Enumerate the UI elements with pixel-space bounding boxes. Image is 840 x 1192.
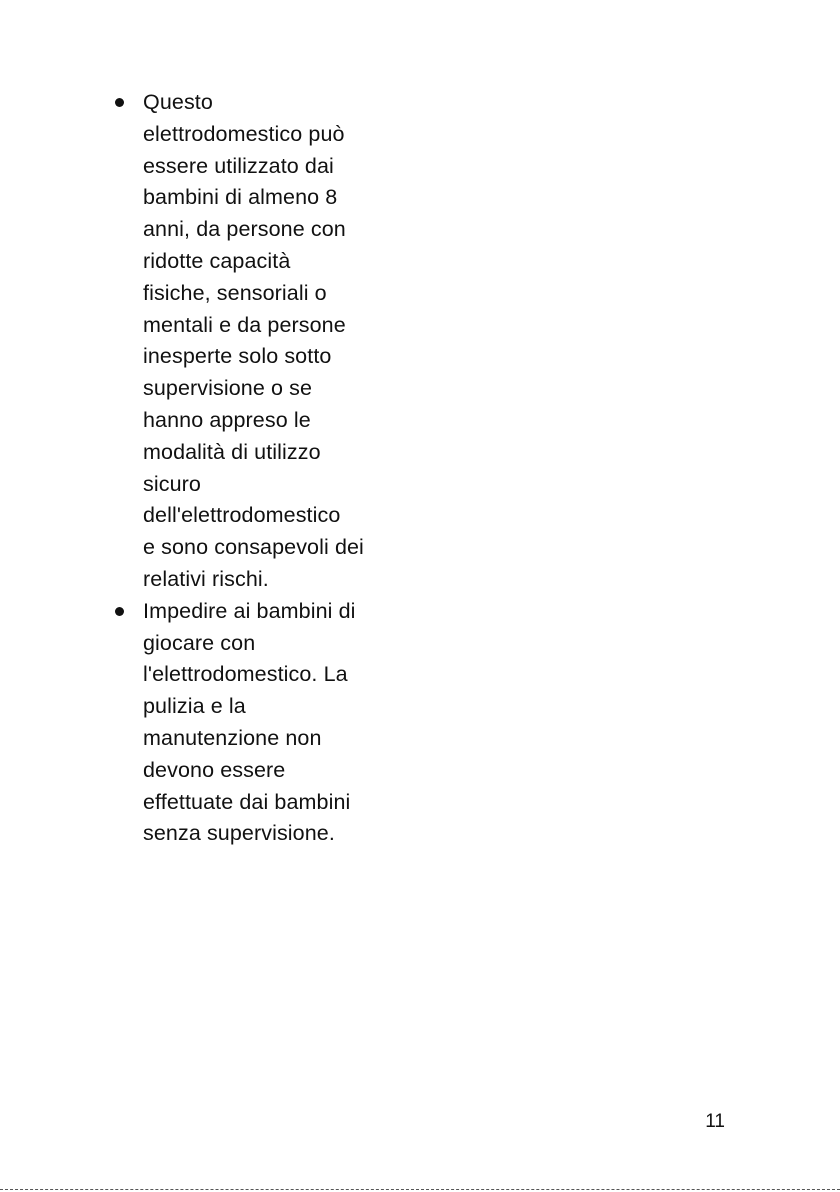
bullet-text-line: ridotte capacità [143,248,291,273]
bullet-text-line: supervisione o se [143,376,313,401]
bullet-text-line: mentali e da persone [143,312,346,337]
bullet-text-line: devono essere [143,757,286,782]
bullet-text-line: senza supervisione. [143,821,335,846]
bullet-text-line: fisiche, sensoriali o [143,280,327,305]
bullet-text-line: dell'elettrodomestico [143,503,341,528]
bullet-text-line: essere utilizzato dai [143,153,334,178]
bullet-text-line: modalità di utilizzo [143,439,321,464]
bullet-text-line: inesperte solo sotto [143,344,332,369]
bullet-item-supervision [110,87,400,596]
bullet-text-line: pulizia e la [143,694,246,719]
bullet-text-line: elettrodomestico può [143,121,345,146]
page-number: 11 [705,1111,725,1132]
bullet-text-line: sicuro [143,471,201,496]
bullet-item-children-play [110,596,400,850]
bullet-text-line: anni, da persone con [143,217,346,242]
bullet-text-line: l'elettrodomestico. La [143,662,348,687]
bullet-text-line: e sono consapevoli dei [143,535,364,560]
bullet-text-line: Questo [143,90,213,114]
bullet-text-line: hanno appreso le [143,407,311,432]
bullet-text-line: relativi rischi. [143,566,269,591]
bullet-text-line: manutenzione non [143,725,322,750]
bullet-text-line: bambini di almeno 8 [143,185,338,210]
page-bottom-divider [0,1189,840,1190]
safety-bullet-list [110,87,400,850]
bullet-text-line: Impedire ai bambini di [143,598,356,623]
bullet-text-line: giocare con [143,630,256,655]
bullet-dot-icon [115,98,124,107]
bullet-dot-icon [115,607,124,616]
bullet-text-line: effettuate dai bambini [143,789,351,814]
